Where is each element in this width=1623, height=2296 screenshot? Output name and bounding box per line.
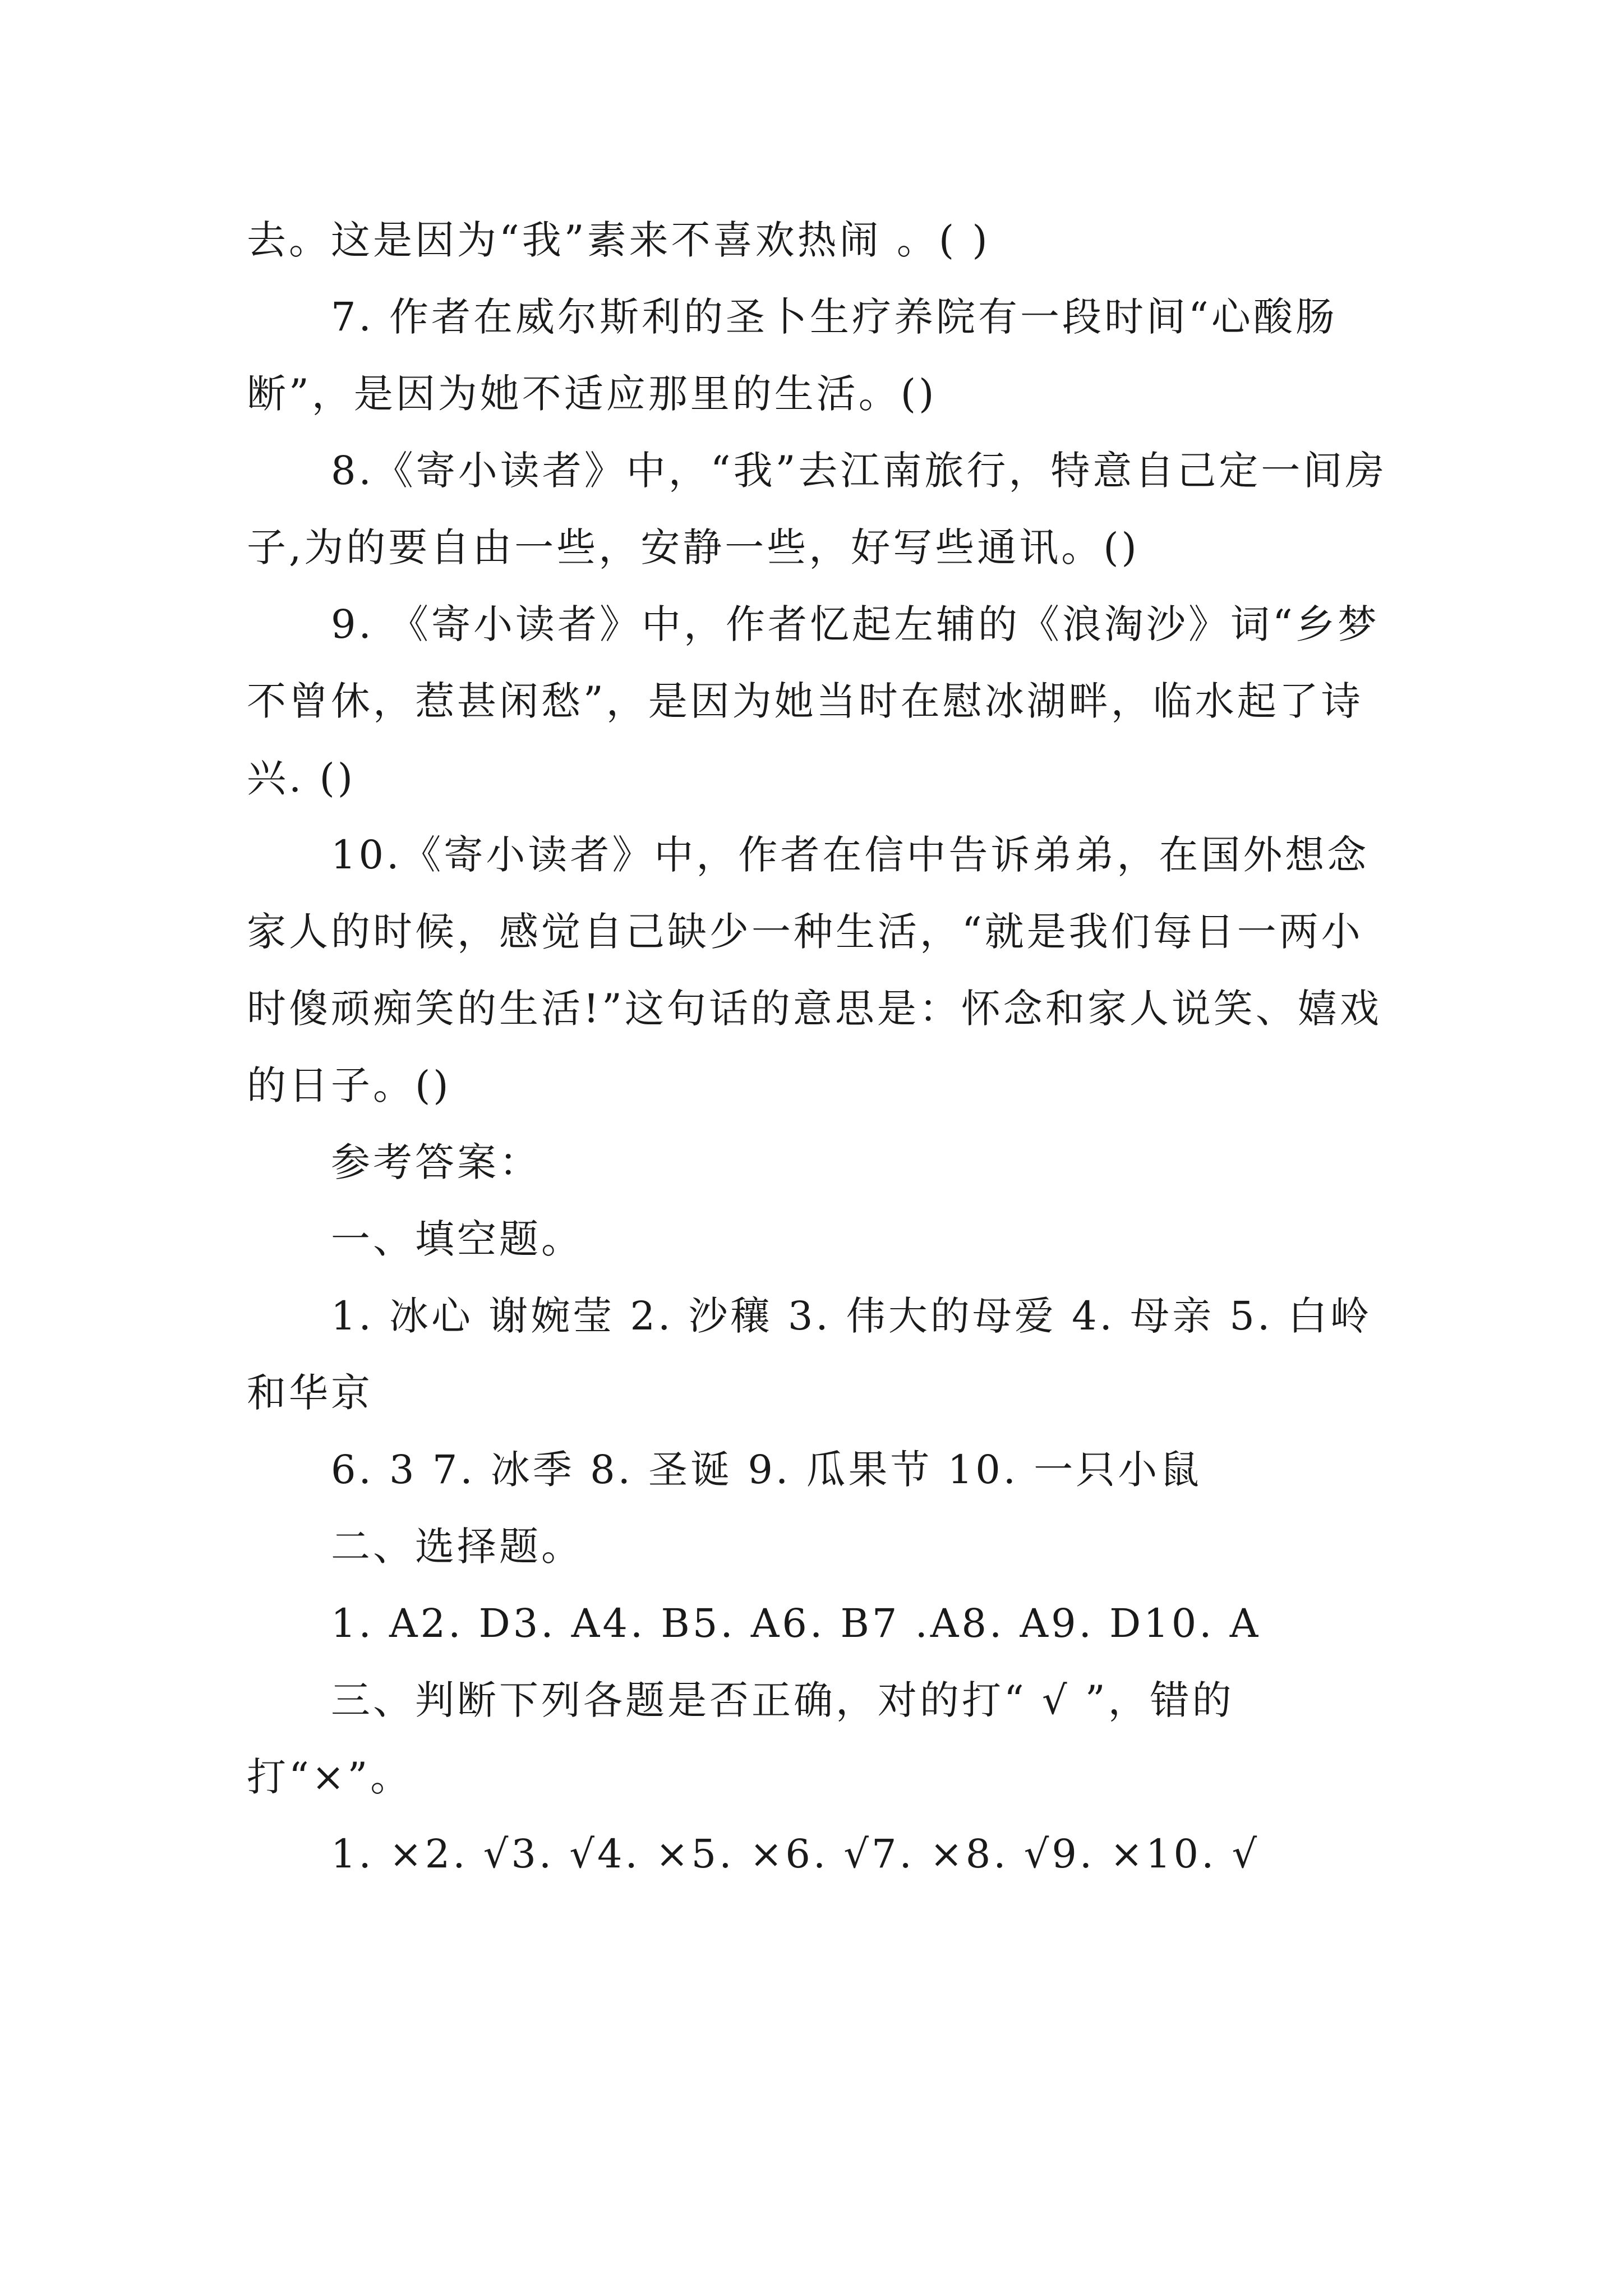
section-3-title: 三、判断下列各题是否正确，对的打“ √ ”，错的打“×”。	[247, 1677, 1234, 1800]
section-2-answers: 1. A2. D3. A4. B5. A6. B7 .A8. A9. D10. A	[331, 1600, 1261, 1646]
section-1-answers-line-1: 1. 冰心 谢婉莹 2. 沙穰 3. 伟大的母爱 4. 母亲 5. 白岭和华京	[247, 1293, 1372, 1416]
section-1-title: 一、填空题。	[331, 1216, 583, 1262]
section-1-answers-line-2: 6. 3 7. 冰季 8. 圣诞 9. 瓜果节 10. 一只小鼠	[331, 1447, 1202, 1493]
question-7: 7. 作者在威尔斯利的圣卜生疗养院有一段时间“心酸肠断”，是因为她不适应那里的生活。()	[247, 294, 1338, 417]
section-3-answers: 1. ×2. √3. √4. ×5. ×6. √7. ×8. √9. ×10. √	[331, 1831, 1260, 1877]
question-8: 8.《寄小读者》中，“我”去江南旅行，特意自己定一间房子,为的要自由一些，安静一些，好写些通讯。()	[247, 448, 1387, 570]
question-9: 9. 《寄小读者》中，作者忆起左辅的《浪淘沙》词“乡梦不曾休，惹甚闲愁”，是因为她当时在慰冰湖畔，临水起了诗兴. ()	[247, 601, 1380, 801]
document-body	[247, 202, 1396, 1893]
question-6-continuation: 去。这是因为“我”素来不喜欢热闹 。( )	[247, 217, 990, 263]
answers-title: 参考答案：	[331, 1139, 541, 1185]
question-10: 10.《寄小读者》中，作者在信中告诉弟弟，在国外想念家人的时候，感觉自己缺少一种生活，“就是我们每日一两小时傻顽痴笑的生活!”这句话的意思是：怀念和家人说笑、嬉戏的日子。()	[247, 832, 1382, 1108]
section-2-title: 二、选择题。	[331, 1524, 583, 1570]
